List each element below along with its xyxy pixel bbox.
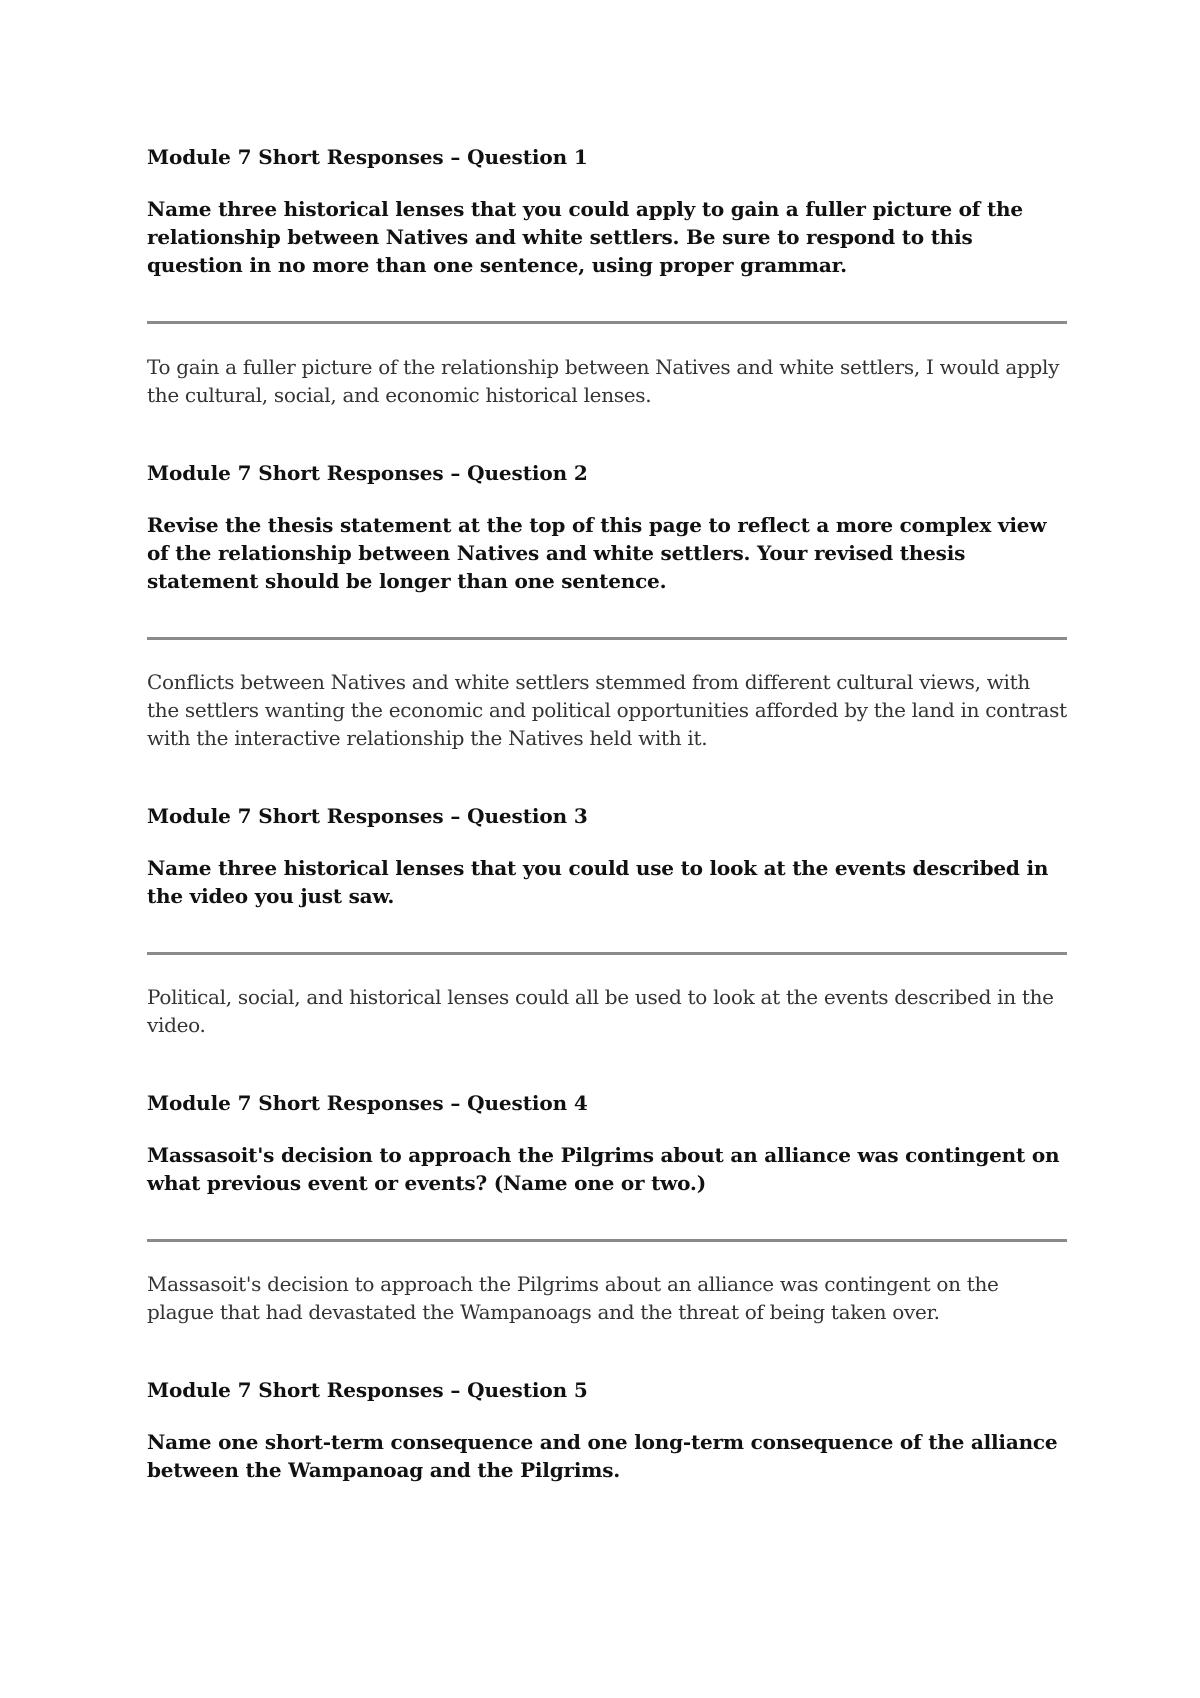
question-2-answer[interactable]: Conflicts between Natives and white settlers stemmed from different cultural views, with the settlers wanting the economic and political opportunities afforded by the land in contrast with the interactive relationship the Natives held with it. — [147, 670, 1067, 750]
question-5-section — [147, 1376, 1067, 1484]
question-3-heading: Module 7 Short Responses – Question 3 — [147, 804, 588, 828]
question-4-prompt: Massasoit's decision to approach the Pilgrims about an alliance was contingent on what previous event or events? (Name one or two.) — [147, 1143, 1060, 1195]
question-5-prompt: Name one short-term consequence and one long-term consequence of the alliance between the Wampanoag and the Pilgrims. — [147, 1430, 1058, 1482]
question-3-divider — [147, 952, 1067, 955]
question-1-section — [147, 143, 1067, 409]
question-4-section — [147, 1089, 1067, 1326]
question-1-heading: Module 7 Short Responses – Question 1 — [147, 145, 588, 169]
question-2-prompt: Revise the thesis statement at the top of this page to reflect a more complex view of the relationship between Natives and white settlers. Your revised thesis statement should be longer than one sentence. — [147, 513, 1047, 593]
question-1-answer[interactable]: To gain a fuller picture of the relationship between Natives and white settlers, I would apply the cultural, social, and economic historical lenses. — [147, 355, 1060, 407]
question-2-section — [147, 459, 1067, 752]
question-4-answer[interactable]: Massasoit's decision to approach the Pilgrims about an alliance was contingent on the plague that had devastated the Wampanoags and the threat of being taken over. — [147, 1272, 999, 1324]
question-3-section — [147, 802, 1067, 1039]
question-3-prompt: Name three historical lenses that you could use to look at the events described in the video you just saw. — [147, 856, 1049, 908]
question-4-heading: Module 7 Short Responses – Question 4 — [147, 1091, 588, 1115]
question-2-divider — [147, 637, 1067, 640]
question-5-heading: Module 7 Short Responses – Question 5 — [147, 1378, 588, 1402]
question-2-heading: Module 7 Short Responses – Question 2 — [147, 461, 588, 485]
question-4-divider — [147, 1239, 1067, 1242]
document-page — [147, 143, 1067, 1484]
question-3-answer[interactable]: Political, social, and historical lenses could all be used to look at the events described in the video. — [147, 985, 1054, 1037]
question-1-prompt: Name three historical lenses that you could apply to gain a fuller picture of the relationship between Natives and white settlers. Be sure to respond to this question in no more than one sentence, using proper grammar. — [147, 197, 1023, 277]
question-1-divider — [147, 321, 1067, 324]
